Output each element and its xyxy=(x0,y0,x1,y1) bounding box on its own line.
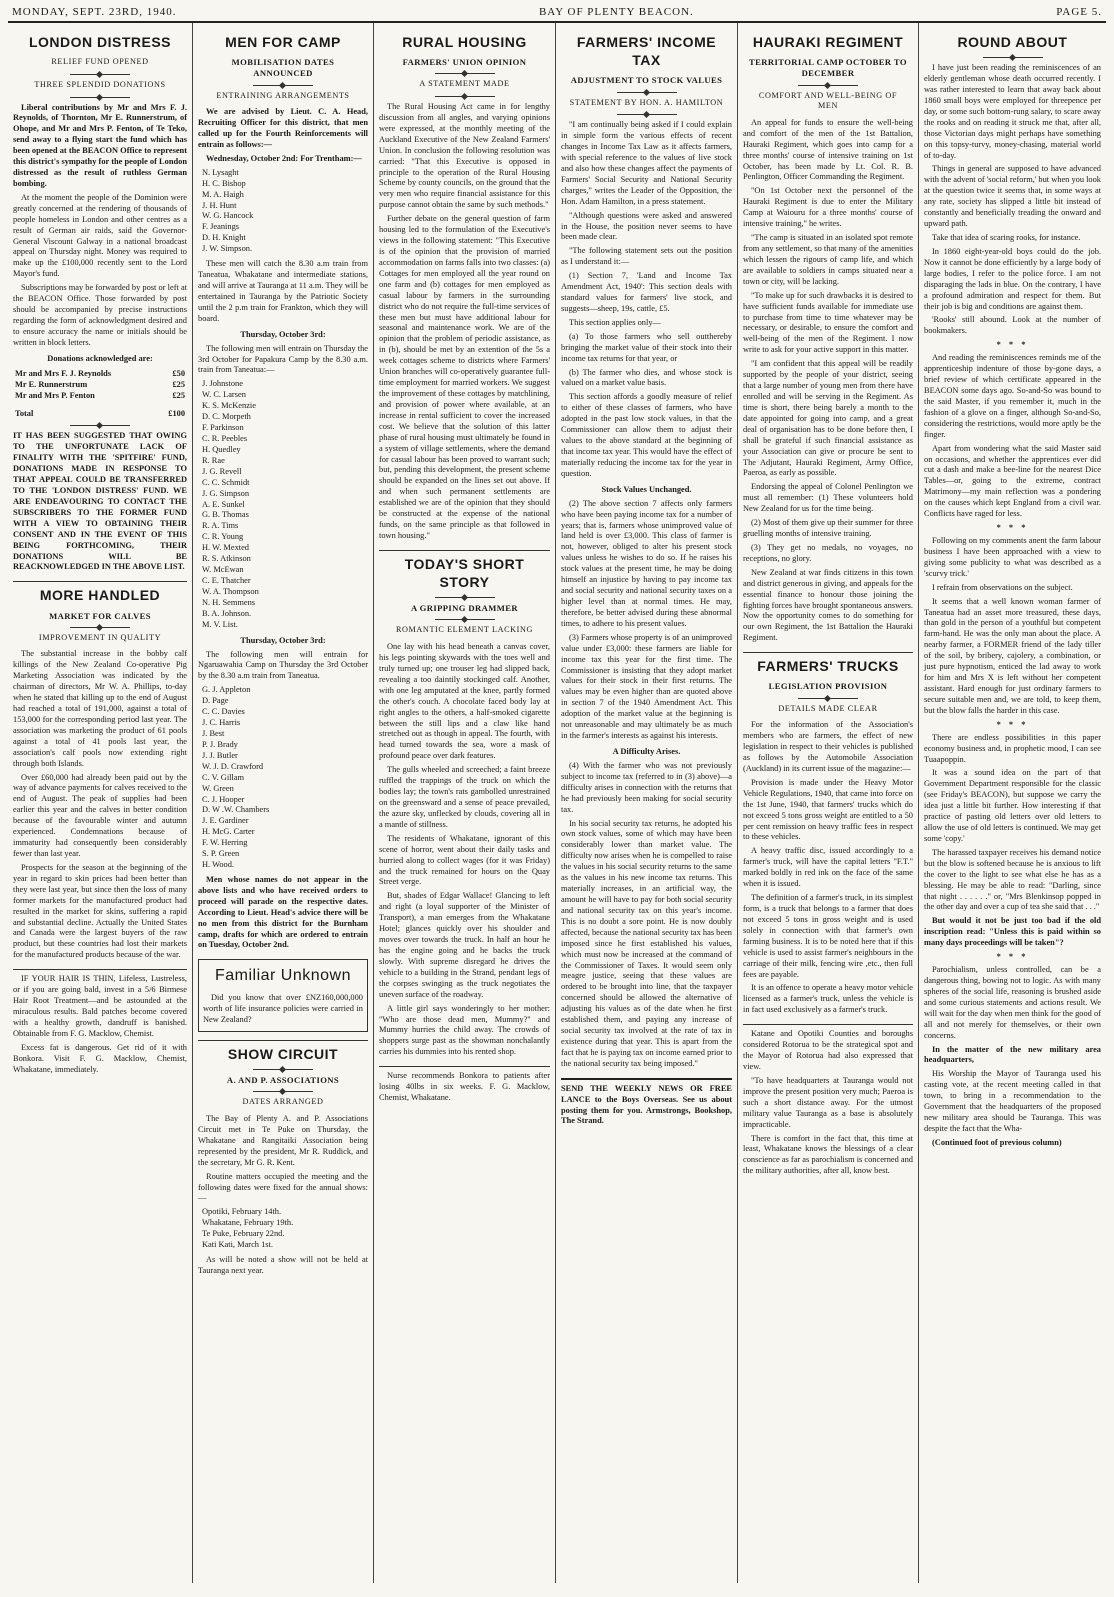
article-paragraph: There are endless possibilities in this paper economy business and, in prophetic mood, I can see Tuaapoppin. xyxy=(924,732,1101,764)
subhead: ROMANTIC ELEMENT LACKING xyxy=(395,625,534,635)
list-item: S. P. Green xyxy=(202,849,240,859)
list-item: W. J. D. Crawford xyxy=(202,761,264,771)
divider xyxy=(253,1069,313,1070)
article-paragraph: This section affords a goodly measure of relief to either of these classes of farmers, who have adopted in the past low stock values, in that the Commissioner can allow them to adjust their values to the above standard at the beginning of that income tax year. This would have the effect of materially reducing the income tax for the year in question. xyxy=(561,392,732,478)
article-paragraph: "I am continually being asked if I could explain in simple form the various effects of recent changes in Income Tax Law as it affects farmers, with special reference to the values of live stock and also how these changes affect the payments of Farmers' Social Security and National Security charges," writes the Leader of the Opposition, the Hon. Adam Hamilton, in a press statement. xyxy=(561,120,732,206)
article-paragraph: (2) The above section 7 affects only farmers who have been paying income tax for a number of years; that is, farmers whose unimproved value of land held is over £3,000. This class of farmer is not, however, obliged to alter his present stock values unless he wishes to do so. If he raises his stock values at the present time, he may be doing himself an injustice by having to pay income tax and social security and national security taxes on a higher level than at normal times. He may, therefore, be better advised during these abnormal times, to adhere to his present values. xyxy=(561,498,732,628)
article-paragraph: His Worship the Mayor of Tauranga used his casting vote, at the recent meeting called in that town, to bring in a recommendation to the Government that the headquarters of the proposed new military area should be Tauranga. This was despite the fact that the Wha- xyxy=(924,1069,1101,1133)
article-paragraph: In his social security tax returns, he adopted his own stock values, some of which may have been considerably lower than market value. The difficulty now arises when he is compelled to raise the values in his social security returns to the same as the values in his new income tax returns. This materially increases, in an artificial way, the amount he will have to pay for both social security and national security tax on this year's income. This is no doubt a sore point. He is now doubly affected, because the national security tax has been imposed since he first established his values, which must now be increased at the command of the Commissioner of Taxes. It would seem only meagre justice, seeing that these values are ordered to be brought into line, that the taxpayer concerned should be allowed the alternative of adjusting his values as of the date when he first established them, and paying any increase of social security tax involved at the rate of tax in existence during that year. This is apart from the fact that he is paying tax on income earned prior to the national security tax being imposed." xyxy=(561,818,732,1068)
article-paragraph: Did you know that over £NZ160,000,000 worth of life insurance policies were carried in New Zealand? xyxy=(203,993,363,1025)
list-item: D. Page xyxy=(202,696,229,706)
subhead: IMPROVEMENT IN QUALITY xyxy=(38,632,162,642)
list-item: J. H. Hunt xyxy=(202,200,237,210)
article-paragraph: 'Rooks' still abound. Look at the number of bookmakers. xyxy=(924,315,1101,336)
article-paragraph: "On 1st October next the personnel of the Hauraki Regiment is due to enter the Military Camp at Waiouru for a three months' course of intensive training," he writes. xyxy=(743,186,913,229)
section-stars: * * * xyxy=(996,523,1029,533)
article-paragraph: (b) The farmer who dies, and whose stock is valued on a market value basis. xyxy=(561,367,732,388)
list-item: J. C. Harris xyxy=(202,718,241,728)
masthead-page: PAGE 5. xyxy=(1056,6,1102,18)
article-paragraph: The following men will entrain for Ngaruawahia Camp on Thursday the 3rd October by the 8.30 a.m train from Taneatua. xyxy=(198,649,368,681)
section-divider xyxy=(379,1066,550,1067)
article-paragraph: I have just been reading the reminiscences of an elderly gentleman whose death occurred recently. I was rather interested to learn that away back about 1860 small boys were employed for threepence per day, or some such bottom-rung salary, to scare away the rooks and on reading it struck me that, after all, those Victorian days might perhaps have something on this topsy-turvy, money-chasing, material world of to-day. xyxy=(924,63,1101,160)
list-item: R. S. Atkinson xyxy=(202,554,251,564)
list-item: C. C. Schmidt xyxy=(202,477,250,487)
column-men-for-camp xyxy=(193,23,374,1583)
list-item: G. B. Thomas xyxy=(202,510,249,520)
article-paragraph: The gulls wheeled and screeched; a faint breeze ruffled the trappings of the truck on which the bodies lay; the town's rats gambolled unrestrained on the greensward and a sense of peace prevailed, the azure sky, unflecked by clouds, covering all in a mantle of stillness. xyxy=(379,765,550,829)
list-item: W. A. Thompson xyxy=(202,586,259,596)
list-item: N. H. Semmens xyxy=(202,597,256,607)
list-item: J. G. Simpson xyxy=(202,488,250,498)
divider xyxy=(70,627,130,628)
article-paragraph: (4) With the farmer who was not previously subject to income tax (referred to in (3) above)—a difficulty arises in connection with the returns that he had previously been making for social security tax. xyxy=(561,760,732,814)
subhead: STATEMENT BY HON. A. HAMILTON xyxy=(569,97,724,107)
list-item: R. Rae xyxy=(202,455,225,465)
advertisement: Excess fat is dangerous. Get rid of it with Bonkora. Visit F. G. Macklow, Chemist, Whakatane, immediately. xyxy=(13,1042,187,1074)
donation-row: Mr and Mrs P. Fenton £25 xyxy=(15,390,185,400)
list-item: H. C. Bishop xyxy=(202,178,246,188)
article-paragraph: The harassed taxpayer receives his demand notice but the blow is softened because he is anxious to lift the cover to the light to see what else he has as a blessing. He may be able to read: "Darling, since that night . . . . . ." or, "Mrs Blenkinsop popped in the other day and over a cup of tea she said that . . ." xyxy=(924,847,1101,912)
list-item: H. Wood. xyxy=(202,860,234,870)
divider xyxy=(253,1091,313,1092)
headline-more-handled: MORE HANDLED xyxy=(39,587,161,604)
headline-familiar-unknown: Familiar Unknown xyxy=(214,967,352,985)
donation-total: Total £100 xyxy=(15,409,185,419)
date-heading: Wednesday, October 2nd: For Trentham:— xyxy=(206,153,362,163)
column-round-about xyxy=(919,23,1106,1583)
list-item: R. A. Tims xyxy=(202,521,239,531)
divider xyxy=(435,597,495,598)
date-heading: Thursday, October 3rd: xyxy=(240,329,326,339)
column-farmers-income-tax xyxy=(556,23,738,1583)
subhead: FARMERS' UNION OPINION xyxy=(402,57,527,68)
headline-rural-housing: RURAL HOUSING xyxy=(402,34,527,50)
divider xyxy=(253,85,313,86)
list-item: B. A. Johnson. xyxy=(202,608,252,618)
name-list xyxy=(202,685,368,871)
name-list xyxy=(202,168,368,255)
section-stars: * * * xyxy=(996,952,1029,962)
list-item: W. G. Hancock xyxy=(202,211,254,221)
list-item: K. S. McKenzie xyxy=(202,401,256,411)
article-paragraph: Routine matters occupied the meeting and the following dates were fixed for the annual shows:— xyxy=(198,1171,368,1203)
article-paragraph: And reading the reminiscences reminds me of the apprenticeship indenture of those by-gone days, a brief review of which certificate appeared in the BEACON some days ago. So-and-So was bound to the said Master, if you remember it, much in the fashion of a glove on a finger, although So-and-So, considering the restrictions, would more aptly be the finger. xyxy=(924,353,1101,439)
subhead: THREE SPLENDID DONATIONS xyxy=(34,79,166,89)
article-paragraph: At the moment the people of the Dominion were greatly concerned at the rendering of thousands of people homeless in London and other centres as a result of German air raids, said the Governor-General Viscount Galway in a national broadcast appeal on Thursday night. Money was required to make up the £100,000 recently sent to the Lord Mayor's fund. xyxy=(13,192,187,279)
divider xyxy=(617,114,677,115)
article-paragraph: Subscriptions may be forwarded by post or left at the BEACON Office. Those forwarded by post should be accompanied by precise instructions regarding the form of acknowledgment desired and to ensure accuracy the name or initials should be written in block letters. xyxy=(13,283,187,347)
divider xyxy=(435,619,495,620)
subhead: DATES ARRANGED xyxy=(242,1097,324,1107)
list-item: J. W. Simpson. xyxy=(202,244,253,254)
subhead: A GRIPPING DRAMMER xyxy=(411,603,518,614)
article-paragraph: But would it not be just too bad if the old inscription read: "Unless this is paid within so many days proceedings will be taken"? xyxy=(924,916,1101,948)
date-heading: Thursday, October 3rd: xyxy=(240,635,326,645)
article-paragraph: The substantial increase in the bobby calf killings of the New Zealand Co-operative Pig Marketing Association was indicated by the chairman of directors, Mr W. A. Phillips, to-day when he stated that killing up to the end of August had reached a total of 191,000, against a total of 153,000 for the corresponding period last year. The association was marketing the product of 61 pools against a total of 41 pools last year, the association's calf pools now extending right through both Islands. xyxy=(13,649,187,768)
article-paragraph: The Rural Housing Act came in for lengthy discussion from all angles, and varying opinions were expressed, at the monthly meeting of the Auckland Executive of the New Zealand Farmers' Union. In conclusion the following resolution was carried: "That this Executive is opposed in principle to the operation of the Rural Housing Scheme by county councils, on the ground that the very men who require financial assistance for this purpose cannot obtain the same by such methods." xyxy=(379,102,550,210)
masthead-title: BAY OF PLENTY BEACON. xyxy=(538,6,694,18)
name-list xyxy=(202,379,368,630)
list-item: C. J. Hooper xyxy=(202,794,245,804)
continued-note: (Continued foot of previous column) xyxy=(932,1137,1062,1147)
list-item: J. G. Revell xyxy=(202,466,242,476)
article-paragraph: Following on my comments anent the farm labour business I have been approached with a view to giving some publicity to what was described as a 'scurvy trick.' xyxy=(924,535,1101,578)
article-paragraph: Take that idea of scaring rooks, for instance. xyxy=(932,233,1081,243)
article-paragraph: It seems that a well known woman farmer of Taneatua had an asset more treasured, these days, than gold in the person of a youthful but competent farm-hand. He was the only man about the place. A nearby farmer, a FORMER friend of the lady tiller of the soil, by bribery, cajolery, a combination, or just pure hypnotism, enticed the lad away to work for him and Mrs X is left without her competent assistant. Hard enough for just ordinary farmers to secure suitable men and, we are told, to keep them, but the blow falls the harder in this case. xyxy=(924,596,1101,715)
article-paragraph: I refrain from observations on the subject. xyxy=(932,582,1073,592)
list-item: N. Lysaght xyxy=(202,167,239,177)
section-divider xyxy=(13,581,187,582)
list-item: H. Quedley xyxy=(202,444,241,454)
headline-hauraki-regiment: HAURAKI REGIMENT xyxy=(752,34,904,50)
headline-short-story: TODAY'S SHORT STORY xyxy=(404,555,525,591)
list-item: C. R. Peebles xyxy=(202,434,248,443)
section-divider xyxy=(13,969,187,970)
section-stars: * * * xyxy=(996,340,1029,350)
article-paragraph: "To have headquarters at Tauranga would not improve the present position very much; Paeroa is such a short distance away. For the utmost military value Tauranga as a base is absolutely impracticable. xyxy=(743,1075,913,1129)
article-paragraph: Prospects for the season at the beginning of the year in regard to skin prices had been better than they were last year, but since then the loss of many former markets for the manufactured product had resulted in the market for skins, suffering a rapid and substantial decline. Actually the United States and Canada were the largest buyers of the raw product, but these countries had lost their markets for the manufactured products because of the war. xyxy=(13,862,187,960)
list-item: Whakatane, February 19th. xyxy=(202,1218,294,1228)
subhead: DETAILS MADE CLEAR xyxy=(778,703,878,713)
list-item: D. C. Morpeth xyxy=(202,412,251,422)
list-item: J. Johnstone xyxy=(202,379,243,389)
list-item: M. V. List. xyxy=(202,619,238,629)
headline-men-for-camp: MEN FOR CAMP xyxy=(225,34,341,50)
advertisement: IF YOUR HAIR IS THIN, Lifeless, Lustreless, or if you are going bald, invest in a 5/6 Birmese Hair Root Treatment—and be astounded at the miraculous results. Bald patches become covered with a healthy growth, dandruff is banished. Obtainable from F. G. Macklow, Chemist. xyxy=(13,974,187,1038)
lead-paragraph: Liberal contributions by Mr and Mrs F. J. Reynolds, of Thornton, Mr E. Runnerstrum, of Ohope, and Mr and Mrs P. Fenton, of Te Teko, send away to a flying start the fund which has been opened at the BEACON Office to represent this district's sympathy for the people of London distressed as the result of ruthless German bombing. xyxy=(13,102,187,188)
fund-notice: IT HAS BEEN SUGGESTED THAT OWING TO THE UNFORTUNATE LACK OF FINALITY WITH THE 'SPITFIRE' FUND, DONATIONS MADE IN RESPONSE TO THAT APPEAL COULD BE TRANSFERRED TO THE 'LONDON DISTRESS' FUND. WE ARE ENDEAVOURING TO CONTACT THE SUBSCRIBERS TO THE FORMER FUND WITH A VIEW TO OBTAINING THEIR CONSENT AND IN THE EVENT OF THIS BEING FORTHCOMING, THEIR DONATIONS WILL BE REACKNOWLEDGED IN THE ABOVE LIST. xyxy=(13,431,187,572)
article-paragraph: As will be noted a show will not be held at Tauranga next year. xyxy=(198,1255,368,1275)
divider xyxy=(70,74,130,75)
masthead xyxy=(8,4,1106,23)
list-item: C. C. Davies xyxy=(202,707,245,717)
article-paragraph: There is comfort in the fact that, this time at least, Whakatane knows the blessings of a clear conscience as far as parochialism is concerned and the military authorities, after all, know best. xyxy=(743,1133,913,1176)
headline-farmers-income-tax: FARMERS' INCOME TAX xyxy=(576,34,717,69)
show-dates-list xyxy=(202,1207,368,1251)
donation-row: Mr E. Runnerstrum £25 xyxy=(15,379,185,389)
donation-row: Mr and Mrs F. J. Reynolds £50 xyxy=(15,368,185,378)
article-paragraph: New Zealand at war finds citizens in this town and district generous in giving, and appeals for the essential finance to honour those joining the fighting forces have brought spontaneous answers. Now the opportunity comes to do something for our own Regiment, the 1st Battalion the Hauraki Regiment. xyxy=(743,567,913,643)
article-paragraph: Katane and Opotiki Counties and boroughs considered Rotorua to be the strategical spot and the Mayor of Rotorua had also expressed that view. xyxy=(743,1029,913,1071)
article-paragraph: Provision is made under the Heavy Motor Vehicle Regulations, 1940, that came into force on the 1st June, 1940, that farmers' trucks which do not exceed 5 tons gross weight are entitled to a 50 per cent remission on heavy traffic fees in respect to these vehicles. xyxy=(743,777,913,842)
article-paragraph: These men will catch the 8.30 a.m train from Taneatua, Whakatane and intermediate stations, and will arrive at Tauranga at 11 a.m. They will be entertained in Tauranga by the Patriotic Society until the 2 p.m train for Frankton, which they will board. xyxy=(198,259,368,323)
list-item: J. Best xyxy=(202,728,225,738)
article-paragraph: A heavy traffic disc, issued accordingly to a farmer's truck, will have the capital letters "F.T." marked boldly in red ink on the face of the same when it is issued. xyxy=(743,846,913,889)
list-item: G. J. Appleton xyxy=(202,685,251,695)
advertisement: SEND THE WEEKLY NEWS OR FREE LANCE to the Boys Overseas. See us about posting them for you. Armstrongs, Bookshop, The Strand. xyxy=(561,1078,732,1128)
article-paragraph: Further debate on the general question of farm housing led to the formulation of the Executive's views in the following statement: "This Executive is of the opinion that the provision of married accommodation on farms falls into two classes: (a) Cottages for men employed all the year round on one farm and (b) cottages for men employed as casual labour by farmers in the surrounding district who do not require the full-time services of these men but must have additional labour for seasonal and maintenance work. We are of the opinion that the problem of periodic assistance, as in (b), should be met by an extention of the 5s a week cottages scheme to districts where Farmers' Union branches will co-operatively guarantee full-time employment for married workers. We suggest the improvement of these cottages by matchlining, and provision of power where available, at an increase in rental sufficient to cover the increased cost. We believe that the solution of this latter phase of rural housing must ultimately be found in a system of village settlements, where the demand for casual labour has been proved to warrant such; but, pending this development, the present scheme should be expanded on the lines set out above. If and when such permanent settlements are established we are of the opinion that they should be constructed at the expense of the national funds, on the same principle as that followed in town housing." xyxy=(379,214,550,540)
list-item: P. J. Brady xyxy=(202,739,238,749)
list-item: D. H. Knight xyxy=(202,233,246,243)
subhead: LEGISLATION PROVISION xyxy=(768,681,888,692)
divider xyxy=(798,85,858,86)
article-paragraph: Endorsing the appeal of Colonel Penlington we must all remember: (1) These volunteers hold New Zealand for us for the time being. xyxy=(743,482,913,514)
divider xyxy=(435,73,495,74)
list-item: Te Puke, February 22nd. xyxy=(202,1229,285,1239)
list-item: W. Green xyxy=(202,783,234,793)
list-item: C. R. Young xyxy=(202,532,244,542)
lead-paragraph: We are advised by Lieut. C. A. Head, Recruiting Officer for this district, that men called up for the Fourth Reinforcements will entrain as follows:— xyxy=(198,107,368,149)
article-paragraph: "The camp is situated in an isolated spot remote from any settlement, so that many of the amenities which lessen the rigours of camp life, and which are available to soldiers in camps situated near a town or city, will be lacking. xyxy=(743,233,913,286)
article-paragraph: In 1860 eight-year-old boys could do the job. Now it cannot be done efficiently by a large body of large bodies, I refer to the police force. I am not disparaging the lads in blue. On the contrary, I have a profound admiration and respect for them. But their job is big and conditions are against them. xyxy=(924,246,1101,311)
article-paragraph: The definition of a farmer's truck, in its simplest form, is a truck that belongs to a farmer that does not exceed 5 tons in gross weight and is used solely in connection with that farmer's own farming business. It is to be noted here that if this vehicle is used to assist farmer's neighbours in the carriage of their milk, fencing wire ,etc., then full fees are payable. xyxy=(743,893,913,979)
column-hauraki-regiment xyxy=(738,23,919,1583)
divider xyxy=(70,425,130,426)
article-paragraph: The following men will entrain on Thursday the 3rd October for Papakura Camp by the 8.30 a.m. train from Taneatua:— xyxy=(198,343,368,375)
article-paragraph: "To make up for such drawbacks it is desired to have sufficient funds available for immediate use to purchase from time to time whatever may be necessary, or desirable, to ensure the comfort and well-being of the men of the Regiment. I now write to ask for your active support in this matter. xyxy=(743,290,913,355)
familiar-unknown-box xyxy=(198,959,368,1032)
article-paragraph: Apart from wondering what the said Master said on occasions, and whether the apprentices ever did cut a dash and make a bee-line for the nearest Dice Tables—or, going to the extreme, contract Matrimony—my main reflection was a pondering on the causes which kept England from a civil war. Conflicts have raged for less. xyxy=(924,443,1101,519)
article-paragraph: Men whose names do not appear in the above lists and who have received orders to proceed will parade on the respective dates. According to Lieut. Head's advice there will be no men from this district for the Burnham camp, drafts for which are ordered to entrain on Tuesday, October 2nd. xyxy=(198,874,368,950)
subhead: MOBILISATION DATES ANNOUNCED xyxy=(231,57,335,79)
divider xyxy=(435,96,495,97)
section-divider xyxy=(743,652,913,653)
divider xyxy=(983,57,1043,58)
article-paragraph: (a) To those farmers who sell outthereby bringing the market value of their stock into their income tax returns for that year, or xyxy=(561,331,732,363)
subhead: A STATEMENT MADE xyxy=(419,79,510,89)
article-paragraph: (3) They get no medals, no voyages, no receptions, no glory. xyxy=(743,542,913,563)
article-paragraph: The residents of Whakatane, ignorant of this scene of horror, went about their daily tasks and hurried along to collect wages (for it was Friday) and the truck remained for hours on the Quay Street verge. xyxy=(379,833,550,887)
subhead: RELIEF FUND OPENED xyxy=(51,57,149,67)
headline-farmers-trucks: FARMERS' TRUCKS xyxy=(757,658,899,675)
list-item: J. E. Gardiner xyxy=(202,816,249,826)
article-paragraph: The Bay of Plenty A. and P. Associations Circuit met in Te Puke on Thursday, the Whakatane and Rangitaiki Association being represented by the president, Mr R. Ruddick, and the secretary, Mr G. R. Kent. xyxy=(198,1113,368,1167)
article-paragraph: "The following statement sets out the position as I understand it:— xyxy=(561,246,732,267)
section-subheading: Stock Values Unchanged. xyxy=(601,484,692,494)
list-item: F. Jeanings xyxy=(202,222,240,232)
list-item: F. Parkinson xyxy=(202,423,244,433)
list-item: A. E. Sunkel xyxy=(202,499,245,509)
subhead: MARKET FOR CALVES xyxy=(49,610,151,621)
list-item: F. W. Herring xyxy=(202,838,248,848)
article-paragraph: In the matter of the new military area headquarters, xyxy=(924,1044,1101,1065)
divider xyxy=(617,92,677,93)
list-item: M. A. Haigh xyxy=(202,189,244,199)
article-paragraph: "Although questions were asked and answered in the House, the position never seems to have been made clear. xyxy=(561,210,732,242)
article-paragraph: A little girl says wonderingly to her mother: "Who are those dead men, Mummy?" and Mummy hurries the child away. The crowds of shoppers surge past as the showman nonchalantly carries his dummies into his rented shop. xyxy=(379,1003,550,1057)
list-item: J. J. Butler xyxy=(202,750,238,760)
column-rural-housing xyxy=(374,23,556,1583)
section-divider xyxy=(198,1040,368,1041)
article-paragraph: One lay with his head beneath a canvas cover, his legs pointing skywards with the toes well and truly turned up; one trouser leg had slipped back, revealing a too daintily stockinged calf. Another, with one leg amputated at the knee, partly formed the other's couch. A chocolate faced body lay at right angles to the others, a half-smoked cigarette between the still lips and a claw like hand stretched out as though in appeal. The fourth, with head turned towards the sea, wore a mask of profound peace over dark features. xyxy=(379,642,550,761)
article-paragraph: (1) Section 7, 'Land and Income Tax Amendment Act, 1940': This section deals with standard values for farmers' live stock, and suggests—sheep, 19s, cattle, £5. xyxy=(561,271,732,313)
article-paragraph: This section applies only— xyxy=(569,317,661,327)
list-item: D. W .W. Chambers xyxy=(202,805,270,815)
subhead: ENTRAINING ARRANGEMENTS xyxy=(216,90,350,100)
article-paragraph: But, shades of Edgar Wallace! Glancing to left and right (a loyal supporter of the Minister of Transport), a man emerges from the Whakatane Hotel; glances quickly over his shoulder and moves over towards the truck. In half an hour he has the engine going and he backs the truck slowly. With supreme disregard he drives the vehicle to a building in the Strand, pendant legs of the corpses swinging as the truck negotiates the uneven surface of the roadway. xyxy=(379,891,550,999)
article-paragraph: "I am confident that this appeal will be readily supported by the people of your district, seeing that a large number of young men from there have enrolled and will be serving in the Regiment. As time is short, there being barely a month to the date appointed for going into camp, and a great deal of organisation has to be done before then, I shall be grateful if such financial assistance as your Association can give or procure be sent to The Adjutant, Hauraki Regiment, Army Office, Paeroa, as early as possible. xyxy=(743,359,913,478)
section-divider xyxy=(379,550,550,551)
article-paragraph: Parochialism, unless controlled, can be a dangerous thing, bowing not to logic. As with many spheres of the social life, reasoning is brushed aside and some curious statements and actions result. We will wait for the day when men think for the good of all and not merely for themselves, or their own concerns. xyxy=(924,965,1101,1040)
advertisement: Nurse recommends Bonkora to patients after losing 40lbs in six weeks. F. G. Macklow, Chemist, Whakatane. xyxy=(379,1071,550,1103)
subhead: COMFORT AND WELL-BEING OF MEN xyxy=(758,90,898,111)
section-stars: * * * xyxy=(996,719,1029,729)
subhead: A. AND P. ASSOCIATIONS xyxy=(226,1075,340,1086)
headline-round-about: ROUND ABOUT xyxy=(957,34,1068,50)
list-item: Kati Kati, March 1st. xyxy=(202,1240,273,1250)
list-item: H. McG. Carter xyxy=(202,827,255,837)
article-paragraph: It was a sound idea on the part of that Government Department responsible for the classic (see Friday's BEACON), but suppose we carry the idea just a little bit further. How interesting if that practice of pasting old letters over old letters to allow the use of old letters is continued. We may get some 'copy.' xyxy=(924,768,1101,843)
divider xyxy=(798,698,858,699)
column-london-distress xyxy=(8,23,193,1583)
subhead: TERRITORIAL CAMP OCTOBER TO DECEMBER xyxy=(749,57,907,79)
article-paragraph: (2) Most of them give up their summer for three gruelling months of intensive training. xyxy=(743,518,913,539)
masthead-date: MONDAY, SEPT. 23RD, 1940. xyxy=(12,6,177,18)
article-paragraph: Things in general are supposed to have advanced with the advent of 'social reform,' but when you look at the question twice it seems that, in some ways at any rate, society has slipped a little bit instead of constantly and beneficially treading the onward and upward path. xyxy=(924,164,1101,229)
list-item: H. W. Mexted xyxy=(202,543,249,553)
list-item: W. McEwan xyxy=(202,565,244,575)
article-paragraph: An appeal for funds to ensure the well-being and comfort of the men of the 1st Battalion, Hauraki Regiment, which goes into camp for a three months' course of intensive training on 1st October, has been made by Lt. Col. R. B. Penlington, Officer Commanding the Regiment. xyxy=(743,117,913,182)
subhead: ADJUSTMENT TO STOCK VALUES xyxy=(570,75,723,86)
list-item: Opotiki, February 14th. xyxy=(202,1207,282,1217)
section-subheading: A Difficulty Arises. xyxy=(612,746,681,756)
article-paragraph: Over £60,000 had already been paid out by the way of advance payments for calves received to the end of August. The peak of supplies had been earlier this year and the calves in better condition because of the favourable winter and autumn experienced. Condemnations because of immaturity had consequently been considerably fewer than last year. xyxy=(13,772,187,858)
section-divider xyxy=(743,1024,913,1025)
headline-london-distress: LONDON DISTRESS xyxy=(28,34,172,50)
donations-heading: Donations acknowledged are: xyxy=(47,353,153,363)
donations-list xyxy=(15,369,185,421)
article-paragraph: (3) Farmers whose property is of an unimproved value under £3,000: these farmers are liable for income tax this year for the first time. The Commissioner is insisting that they adopt market values for their stock in their first returns. The values may be even higher than are quoted above in section 7 of the 1940 Amendment Act. This adoption of the market value at the beginning is not unreasonable and may ultimately be as much in the farmer's interests as against his interests. xyxy=(561,632,732,741)
list-item: W. C. Larsen xyxy=(202,390,246,400)
list-item: C. E. Thatcher xyxy=(202,575,251,585)
divider xyxy=(70,97,130,98)
headline-show-circuit: SHOW CIRCUIT xyxy=(227,1045,339,1062)
article-paragraph: It is an offence to operate a heavy motor vehicle licensed as a farmer's truck, unless the vehicle is in fact used exclusively as a farmer's truck. xyxy=(743,983,913,1015)
article-paragraph: For the information of the Association's members who are farmers, the effect of new legislation in respect to their vehicles is published as follows by the Automobile Association (Auckland) in its current issue of the magazine:— xyxy=(743,720,913,773)
list-item: C. V. Gillam xyxy=(202,772,245,782)
